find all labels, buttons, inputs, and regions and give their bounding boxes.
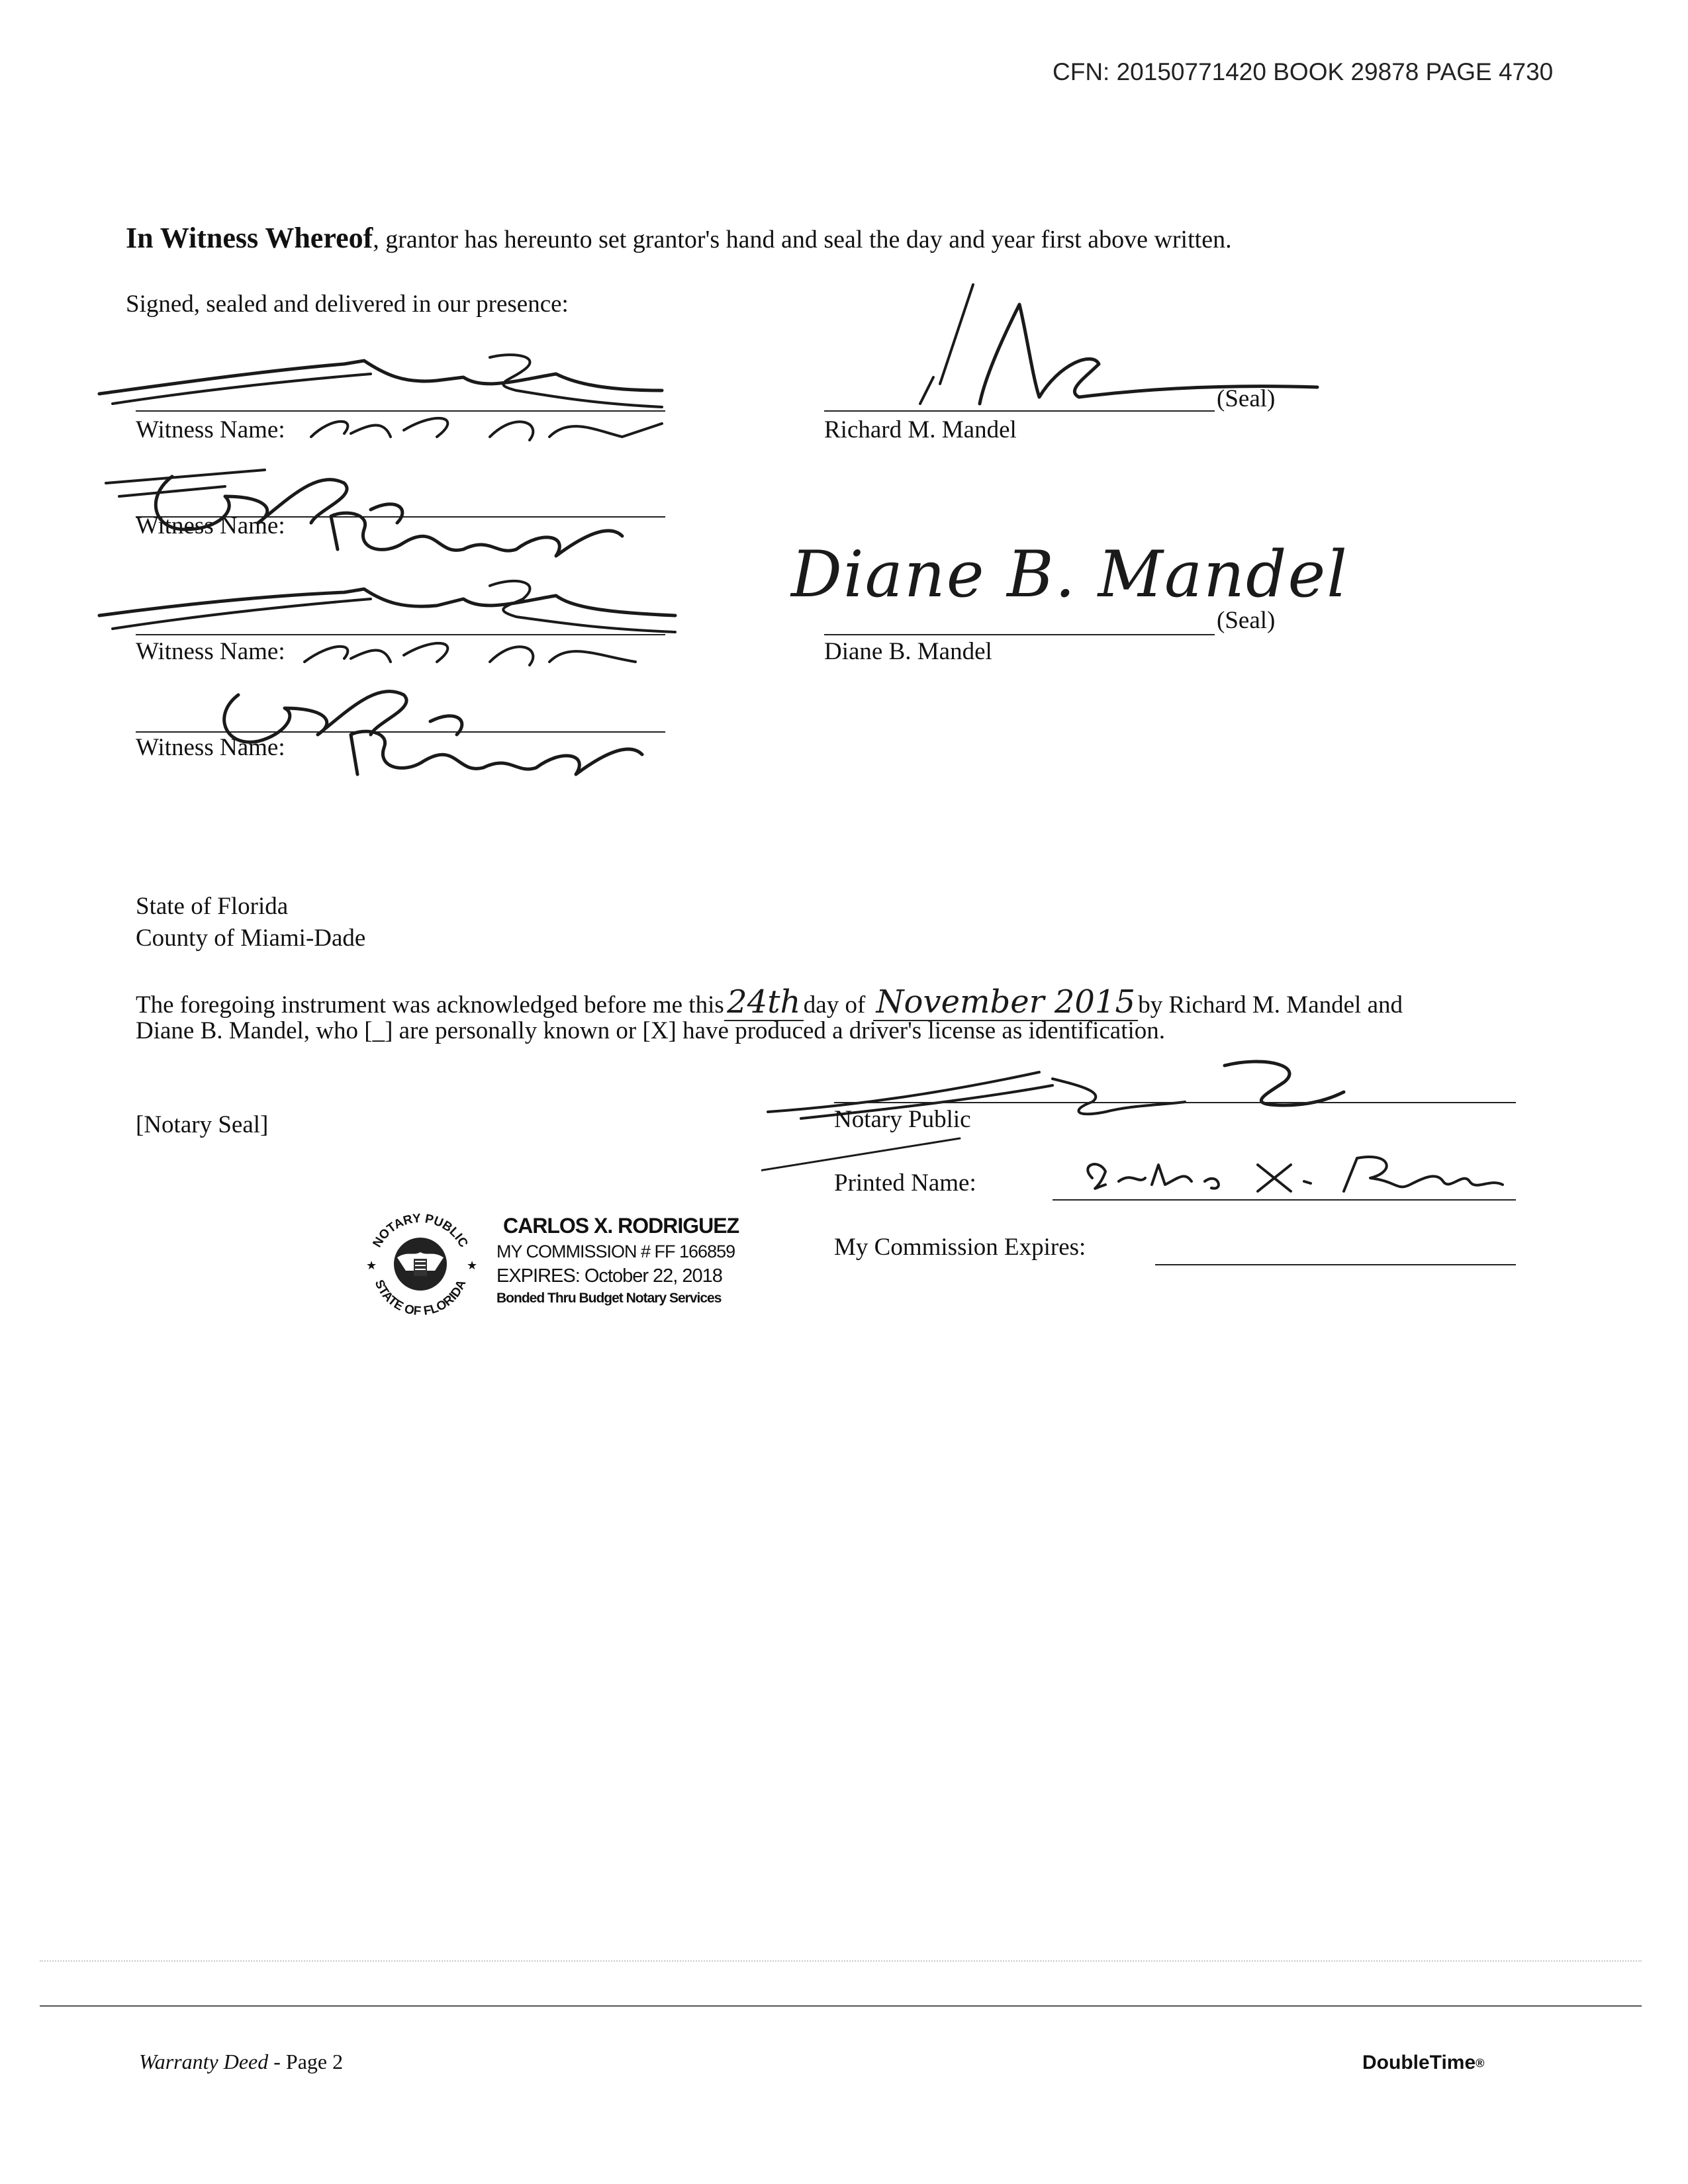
diane-signature-line	[824, 634, 1215, 635]
witness-clause	[126, 222, 1232, 254]
witness-line-4	[136, 731, 665, 733]
stamp-commission: MY COMMISSION # FF 166859	[496, 1242, 735, 1261]
ack-day: 24th	[724, 985, 804, 1021]
commission-expires-line	[1155, 1264, 1516, 1265]
acknowledgment-line-2: Diane B. Mandel, who [_] are personally known or [X] have produced a driver's license as identification.	[136, 1017, 1166, 1044]
witness-line-3	[136, 634, 665, 635]
richard-signature-line	[824, 410, 1215, 412]
footer-document-label	[139, 2050, 343, 2073]
witness-4-signature	[199, 668, 662, 788]
printed-name-label: Printed Name:	[834, 1169, 976, 1197]
venue-state: State of Florida	[136, 893, 289, 920]
footer-brand	[1362, 2052, 1484, 2074]
witness-1-label: Witness Name:	[136, 416, 285, 443]
ack-text-1: The foregoing instrument was acknowledged before me this	[136, 991, 724, 1019]
ack-text-2: day of	[803, 991, 866, 1019]
notary-seal-label: [Notary Seal]	[136, 1111, 269, 1138]
notary-seal-emblem	[361, 1205, 480, 1324]
acknowledgment-line-1	[136, 985, 1403, 1021]
recording-reference: CFN: 20150771420 BOOK 29878 PAGE 4730	[1053, 58, 1554, 85]
witness-2-label: Witness Name:	[136, 512, 285, 539]
scan-dotted-line	[40, 1960, 1642, 1962]
footer-page-label: - Page 2	[268, 2050, 344, 2073]
witness-line-1	[136, 410, 665, 412]
svg-text:★: ★	[467, 1259, 478, 1272]
stamp-ring-top: NOTARY PUBLIC	[370, 1211, 471, 1250]
witness-4-label: Witness Name:	[136, 734, 285, 761]
footer-brand-mark: ®	[1476, 2056, 1485, 2070]
printed-name-handwriting	[1066, 1145, 1529, 1205]
printed-name-line	[1053, 1199, 1516, 1201]
notary-stamp	[361, 1205, 739, 1330]
venue-county: County of Miami-Dade	[136, 925, 366, 952]
commission-expires-label: My Commission Expires:	[834, 1234, 1086, 1261]
witness-clause-lead: In Witness Whereof	[126, 222, 373, 254]
footer-brand-name: DoubleTime	[1362, 2052, 1476, 2073]
stamp-expires: EXPIRES: October 22, 2018	[496, 1265, 722, 1287]
svg-text:★: ★	[366, 1259, 377, 1272]
diane-name: Diane B. Mandel	[824, 638, 992, 665]
footer-rule	[40, 2005, 1642, 2007]
stamp-ring-bottom: STATE OF FLORIDA	[371, 1277, 469, 1319]
witness-3-label: Witness Name:	[136, 638, 285, 665]
stamp-name: CARLOS X. RODRIGUEZ	[503, 1214, 739, 1238]
richard-seal-label: (Seal)	[1217, 385, 1276, 412]
presence-statement: Signed, sealed and delivered in our presence:	[126, 291, 569, 318]
richard-name: Richard M. Mandel	[824, 416, 1017, 443]
diane-signature: Diane B. Mandel	[791, 537, 1348, 612]
notary-public-label: Notary Public	[834, 1106, 971, 1133]
diane-seal-label: (Seal)	[1217, 607, 1276, 634]
notary-signature-line	[834, 1102, 1516, 1103]
witness-clause-text: , grantor has hereunto set grantor's hand and seal the day and year first above written.	[373, 226, 1232, 253]
stamp-bonded: Bonded Thru Budget Notary Services	[496, 1291, 722, 1306]
ack-text-3: by Richard M. Mandel and	[1138, 991, 1403, 1019]
ack-month-year: November 2015	[873, 985, 1138, 1021]
footer-doc-title: Warranty Deed	[139, 2050, 269, 2073]
